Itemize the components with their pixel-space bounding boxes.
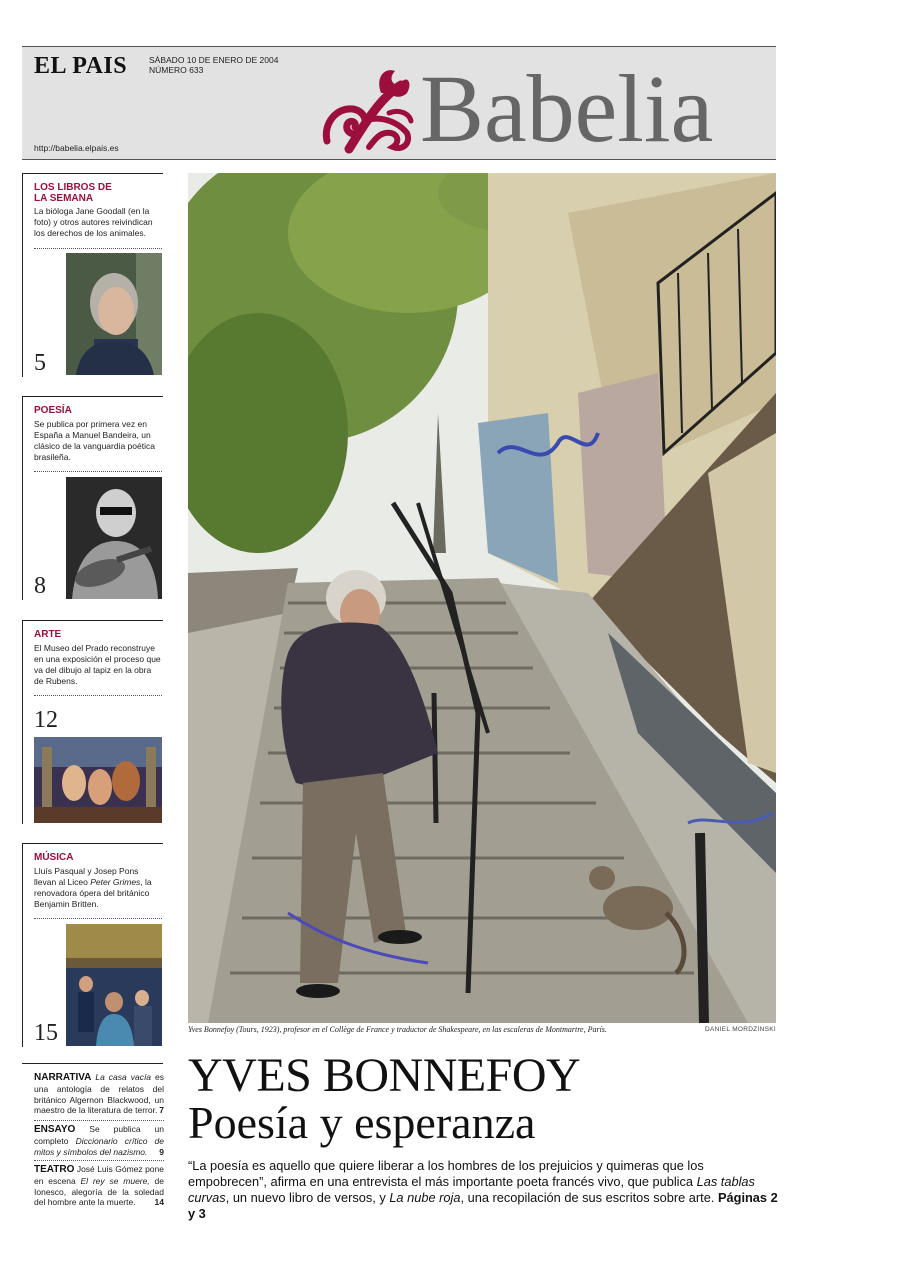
standfirst-text: , un nuevo libro de versos, y [225, 1190, 390, 1205]
standfirst-text: “La poesía es aquello que quiere liberar a los hombres de los prejuicios y quimeras que los empobrecen”, afirma en una entrevista el más importante poeta francés vivo, que publica [188, 1158, 704, 1189]
photo-credit: DANIEL MORDZINSKI [705, 1026, 776, 1033]
review-text: José Luis Gómez pone en escena [34, 1164, 164, 1186]
divider [34, 918, 162, 919]
sidebar-text [34, 866, 162, 910]
divider [22, 174, 23, 377]
standfirst-book-title: Las tablas curvas [188, 1174, 755, 1205]
sidebar-heading: MÚSICA [34, 852, 74, 863]
manuel-bandeira-photo [66, 477, 162, 599]
review-keyword: TEATRO [34, 1164, 75, 1175]
sidebar-heading: POESÍA [34, 405, 72, 416]
opera-rehearsal-image [66, 924, 162, 1046]
issue-number: NÚMERO 633 [149, 65, 204, 75]
article-subheadline: Poesía y esperanza [188, 1097, 536, 1148]
issue-info [149, 55, 278, 75]
sidebar-item-music[interactable] [22, 843, 163, 1046]
divider [22, 397, 23, 600]
article-standfirst [188, 1158, 778, 1222]
section-title: Babelia [420, 55, 714, 162]
review-title: La casa vacía [95, 1072, 152, 1082]
review-title: Diccionario crítico de mitos y símbolos del nazismo. [34, 1135, 164, 1157]
divider [34, 1120, 164, 1121]
review-keyword: NARRATIVA [34, 1072, 92, 1083]
photo-caption-row [188, 1025, 776, 1034]
sidebar-item-books[interactable] [22, 173, 163, 376]
sidebar-text-italic: Peter Grimes [90, 877, 141, 887]
sidebar-heading: LOS LIBROS DE LA SEMANA [34, 182, 112, 204]
sidebar-text: La bióloga Jane Goodall (en la foto) y otros autores reivindican los derechos de los animales. [34, 206, 153, 238]
review-text: de Ionesco, alegoría de la soledad del hombre ante la muerte. [34, 1175, 164, 1208]
review-page: 7 [159, 1105, 164, 1116]
review-text: Se publica un completo [34, 1124, 164, 1146]
review-item[interactable] [34, 1124, 164, 1157]
sidebar-text: El Museo del Prado reconstruye en una exposición el proceso que va del dibujo al tapiz en la obra de Rubens. [34, 643, 161, 686]
sidebar-text-part: Lluís Pasqual y Josep Pons llevan al Liceo [34, 866, 139, 887]
rubens-painting-image [34, 737, 162, 823]
babelia-logo-icon [319, 63, 415, 155]
review-keyword: ENSAYO [34, 1124, 76, 1135]
page-number: 8 [34, 573, 46, 599]
review-title: El rey se muere, [80, 1175, 150, 1186]
page-number: 15 [34, 1020, 58, 1046]
website-url[interactable]: http://babelia.elpais.es [34, 143, 119, 153]
sidebar-item-poetry[interactable] [22, 396, 163, 599]
standfirst-text: , una recopilación de sus escritos sobre arte. [460, 1190, 718, 1205]
divider [34, 1160, 164, 1161]
jane-goodall-photo [66, 253, 162, 375]
paper-name: EL PAIS [34, 53, 128, 79]
review-page: 14 [154, 1197, 164, 1208]
page-number: 5 [34, 350, 46, 376]
hero-photo [188, 173, 776, 1023]
divider [22, 844, 23, 1047]
sidebar-heading: ARTE [34, 629, 62, 640]
divider [34, 471, 162, 472]
review-item[interactable] [34, 1164, 164, 1208]
review-item[interactable] [34, 1072, 164, 1116]
sidebar-item-art[interactable] [22, 620, 163, 823]
reviews-box [22, 1063, 164, 1208]
photo-caption: Yves Bonnefoy (Tours, 1923), profesor en el Collège de France y traductor de Shakespeare, en las escaleras de Montmartre, París. [188, 1025, 607, 1034]
divider [34, 695, 162, 696]
divider [22, 621, 23, 824]
article-headline[interactable]: YVES BONNEFOY [188, 1049, 581, 1102]
issue-date: SÁBADO 10 DE ENERO DE 2004 [149, 55, 279, 65]
review-text: es una antología de relatos del británico Algernon Blackwood, un maestro de la literatura de terror. [34, 1072, 164, 1116]
review-page: 9 [159, 1146, 164, 1157]
standfirst-book-title: La nube roja [389, 1190, 461, 1205]
divider [34, 248, 162, 249]
sidebar-text: Se publica por primera vez en España a Manuel Bandeira, un clásico de la vanguardia poética brasileña. [34, 419, 155, 462]
masthead [22, 46, 776, 160]
sidebar-text-part: , la renovadora ópera del británico Benjamin Britten. [34, 877, 152, 909]
page-number: 12 [34, 707, 58, 733]
page-reference[interactable]: Páginas 2 y 3 [188, 1190, 778, 1221]
